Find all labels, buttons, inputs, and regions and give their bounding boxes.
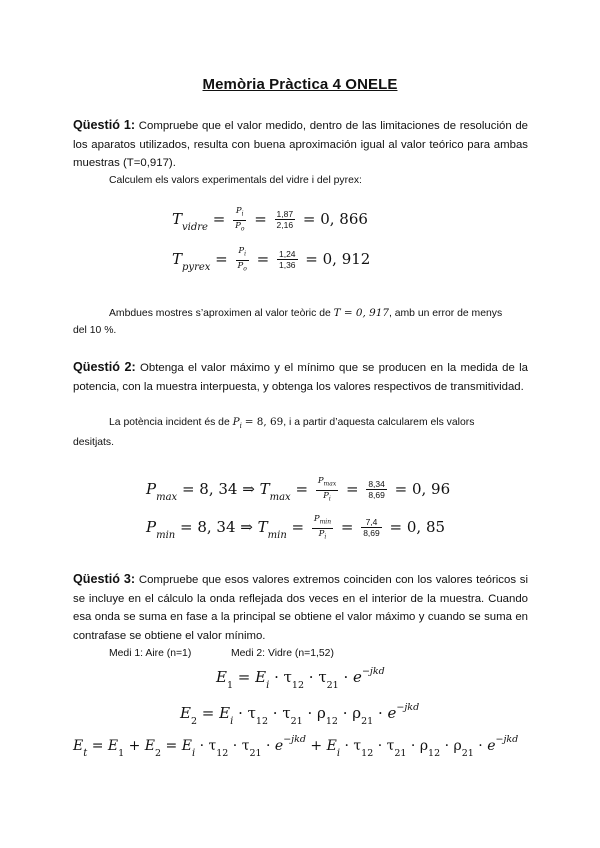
q1-conclusion: Ambdues mostres s’aproximen al valor teòric de T = 0, 917, amb un error de menys bbox=[109, 307, 503, 319]
medi-1-label: Medi 1: Aire (n=1) bbox=[109, 648, 192, 659]
equation-p-min: $P_{min} = 8$, 34 ⇒ $T_{min}$ = $\frac{P_{min}}{P_i}$ = $\frac{7,4}{8,69}$ = 0, 85 bbox=[146, 514, 446, 542]
q1-intro: Calculem els valors experimentals del vidre i del pyrex: bbox=[109, 175, 362, 186]
question-1-label: Qüestió 1: bbox=[73, 118, 136, 132]
medi-2-label: Medi 2: Vidre (n=1,52) bbox=[231, 648, 334, 659]
equation-t-vidre: $T_{vidre}$ = $\frac{P_i}{P_o}$ = $\frac{1,87}{2,16}$ = 0, 866 bbox=[172, 206, 368, 234]
equation-e1: $E_1 = E_i \cdot \tau_{12} \cdot \tau_{21} \cdot e^{-jkd}$ bbox=[216, 666, 385, 691]
equation-p-max: $P_{max} = 8$, 34 ⇒ $T_{max}$ = $\frac{P_{max}}{P_i}$ = $\frac{8,34}{8,69}$ = 0, 96 bbox=[146, 476, 451, 504]
equation-e2: $E_2 = E_i \cdot \tau_{12} \cdot \tau_{21} \cdot \rho_{12} \cdot \rho_{21} \cdot e^{-jkd}$ bbox=[180, 702, 420, 727]
q1-conclusion-end: del 10 %. bbox=[73, 325, 117, 336]
question-3-text: Compruebe que esos valores extremos coinciden con los valores teóricos si se incluye en el cálculo la onda reflejada dos veces en el interior de la muestra. Cuando esa onda se suma en fase a la principal se obtiene el valor máximo y cuando se suma en contrafase se obtiene el valor mínimo. bbox=[73, 574, 528, 642]
question-3 bbox=[73, 570, 528, 645]
q2-intro: La potència incident és de $P_i = 8$, 69, i a partir d’aquesta calcularem els valors bbox=[109, 416, 475, 431]
question-2-label: Qüestió 2: bbox=[73, 360, 136, 374]
equation-et: $E_t = E_1 + E_2 = E_i \cdot \tau_{12} \cdot \tau_{21} \cdot e^{-jkd} + E_i \cdot \tau_{12} \cdot \tau_{21} \cdot \rho_{12} \cdot \rho_{21} \cdot e^{-jkd}$ bbox=[73, 734, 519, 759]
q2-intro-end: desitjats. bbox=[73, 437, 115, 448]
document-title: Memòria Pràctica 4 ONELE bbox=[202, 76, 398, 93]
question-2-text: Obtenga el valor máximo y el mínimo que se producen en la medida de la potencia, con la muestra interpuesta, y obtenga los valores respectivos de transmitividad. bbox=[73, 362, 528, 393]
question-2 bbox=[73, 358, 528, 396]
question-3-label: Qüestió 3: bbox=[73, 572, 136, 586]
question-1 bbox=[73, 116, 528, 173]
question-1-text: Compruebe que el valor medido, dentro de las limitaciones de resolución de los aparatos utilizados, resulta con buena aproximación igual al valor teórico para ambas muestras (T=0,917). bbox=[73, 120, 528, 170]
equation-t-pyrex: $T_{pyrex}$ = $\frac{P_i}{P_o}$ = $\frac{1,24}{1,36}$ = 0, 912 bbox=[172, 246, 371, 274]
